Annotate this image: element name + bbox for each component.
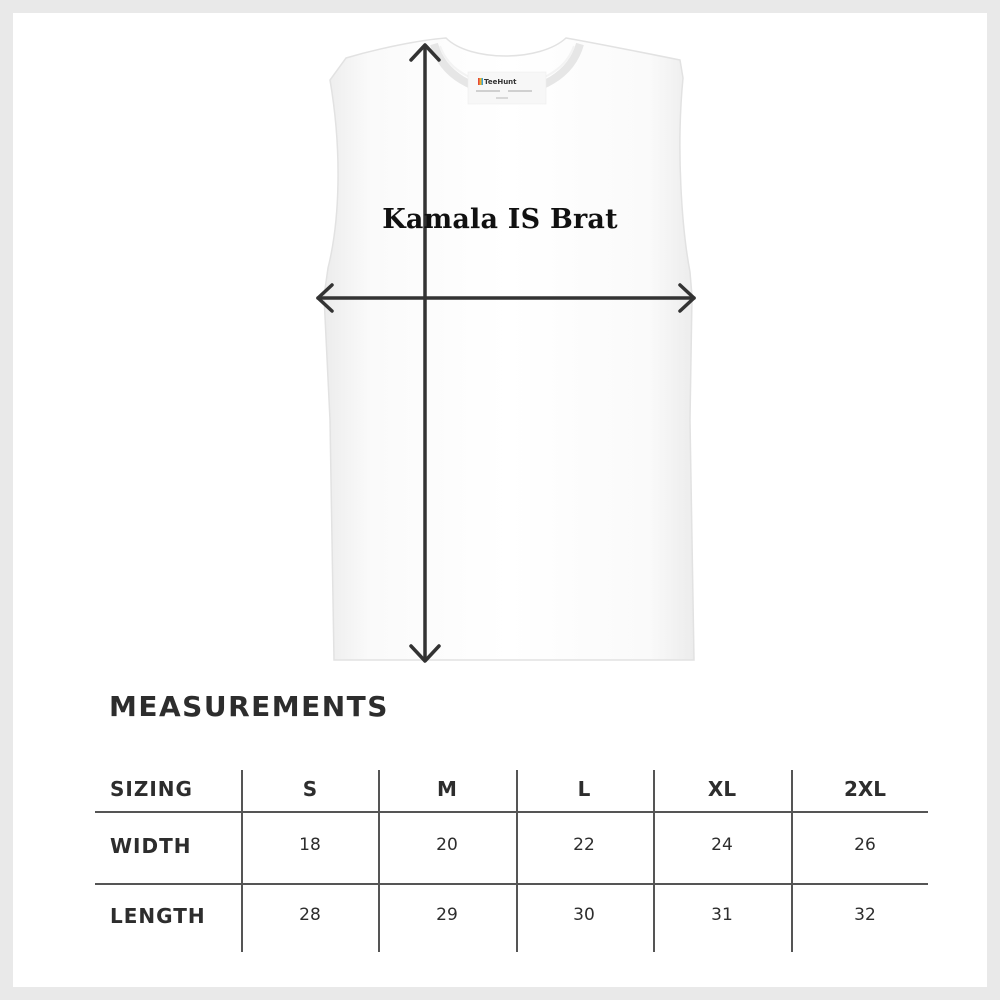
table-header-divider [95, 811, 928, 813]
width-value-xl: 24 [711, 835, 733, 855]
width-value-2xl: 26 [854, 835, 876, 855]
width-value-m: 20 [436, 835, 458, 855]
length-value-m: 29 [436, 905, 458, 925]
size-header-2xl: 2XL [843, 777, 887, 801]
width-row-label: WIDTH [110, 834, 192, 858]
table-column-divider [241, 770, 243, 952]
length-value-2xl: 32 [854, 905, 876, 925]
length-value-s: 28 [299, 905, 321, 925]
table-column-divider [653, 770, 655, 952]
length-value-l: 30 [573, 905, 595, 925]
table-row-divider [95, 883, 928, 885]
shirt-print-text: Kamala IS Brat [382, 204, 618, 235]
measurements-heading: MEASUREMENTS [109, 690, 389, 723]
neck-label [468, 72, 546, 104]
table-column-divider [378, 770, 380, 952]
tank-top-body [324, 38, 694, 660]
width-value-s: 18 [299, 835, 321, 855]
width-value-l: 22 [573, 835, 595, 855]
size-header-m: M [437, 777, 457, 801]
size-header-l: L [577, 777, 591, 801]
length-row-label: LENGTH [110, 904, 206, 928]
table-column-divider [516, 770, 518, 952]
length-value-xl: 31 [711, 905, 733, 925]
sizing-header-label: SIZING [110, 777, 193, 801]
table-column-divider [791, 770, 793, 952]
size-header-xl: XL [707, 777, 737, 801]
brand-logo-icon [478, 78, 483, 85]
neck-label-brand: TeeHunt [484, 78, 517, 86]
size-header-s: S [302, 777, 318, 801]
